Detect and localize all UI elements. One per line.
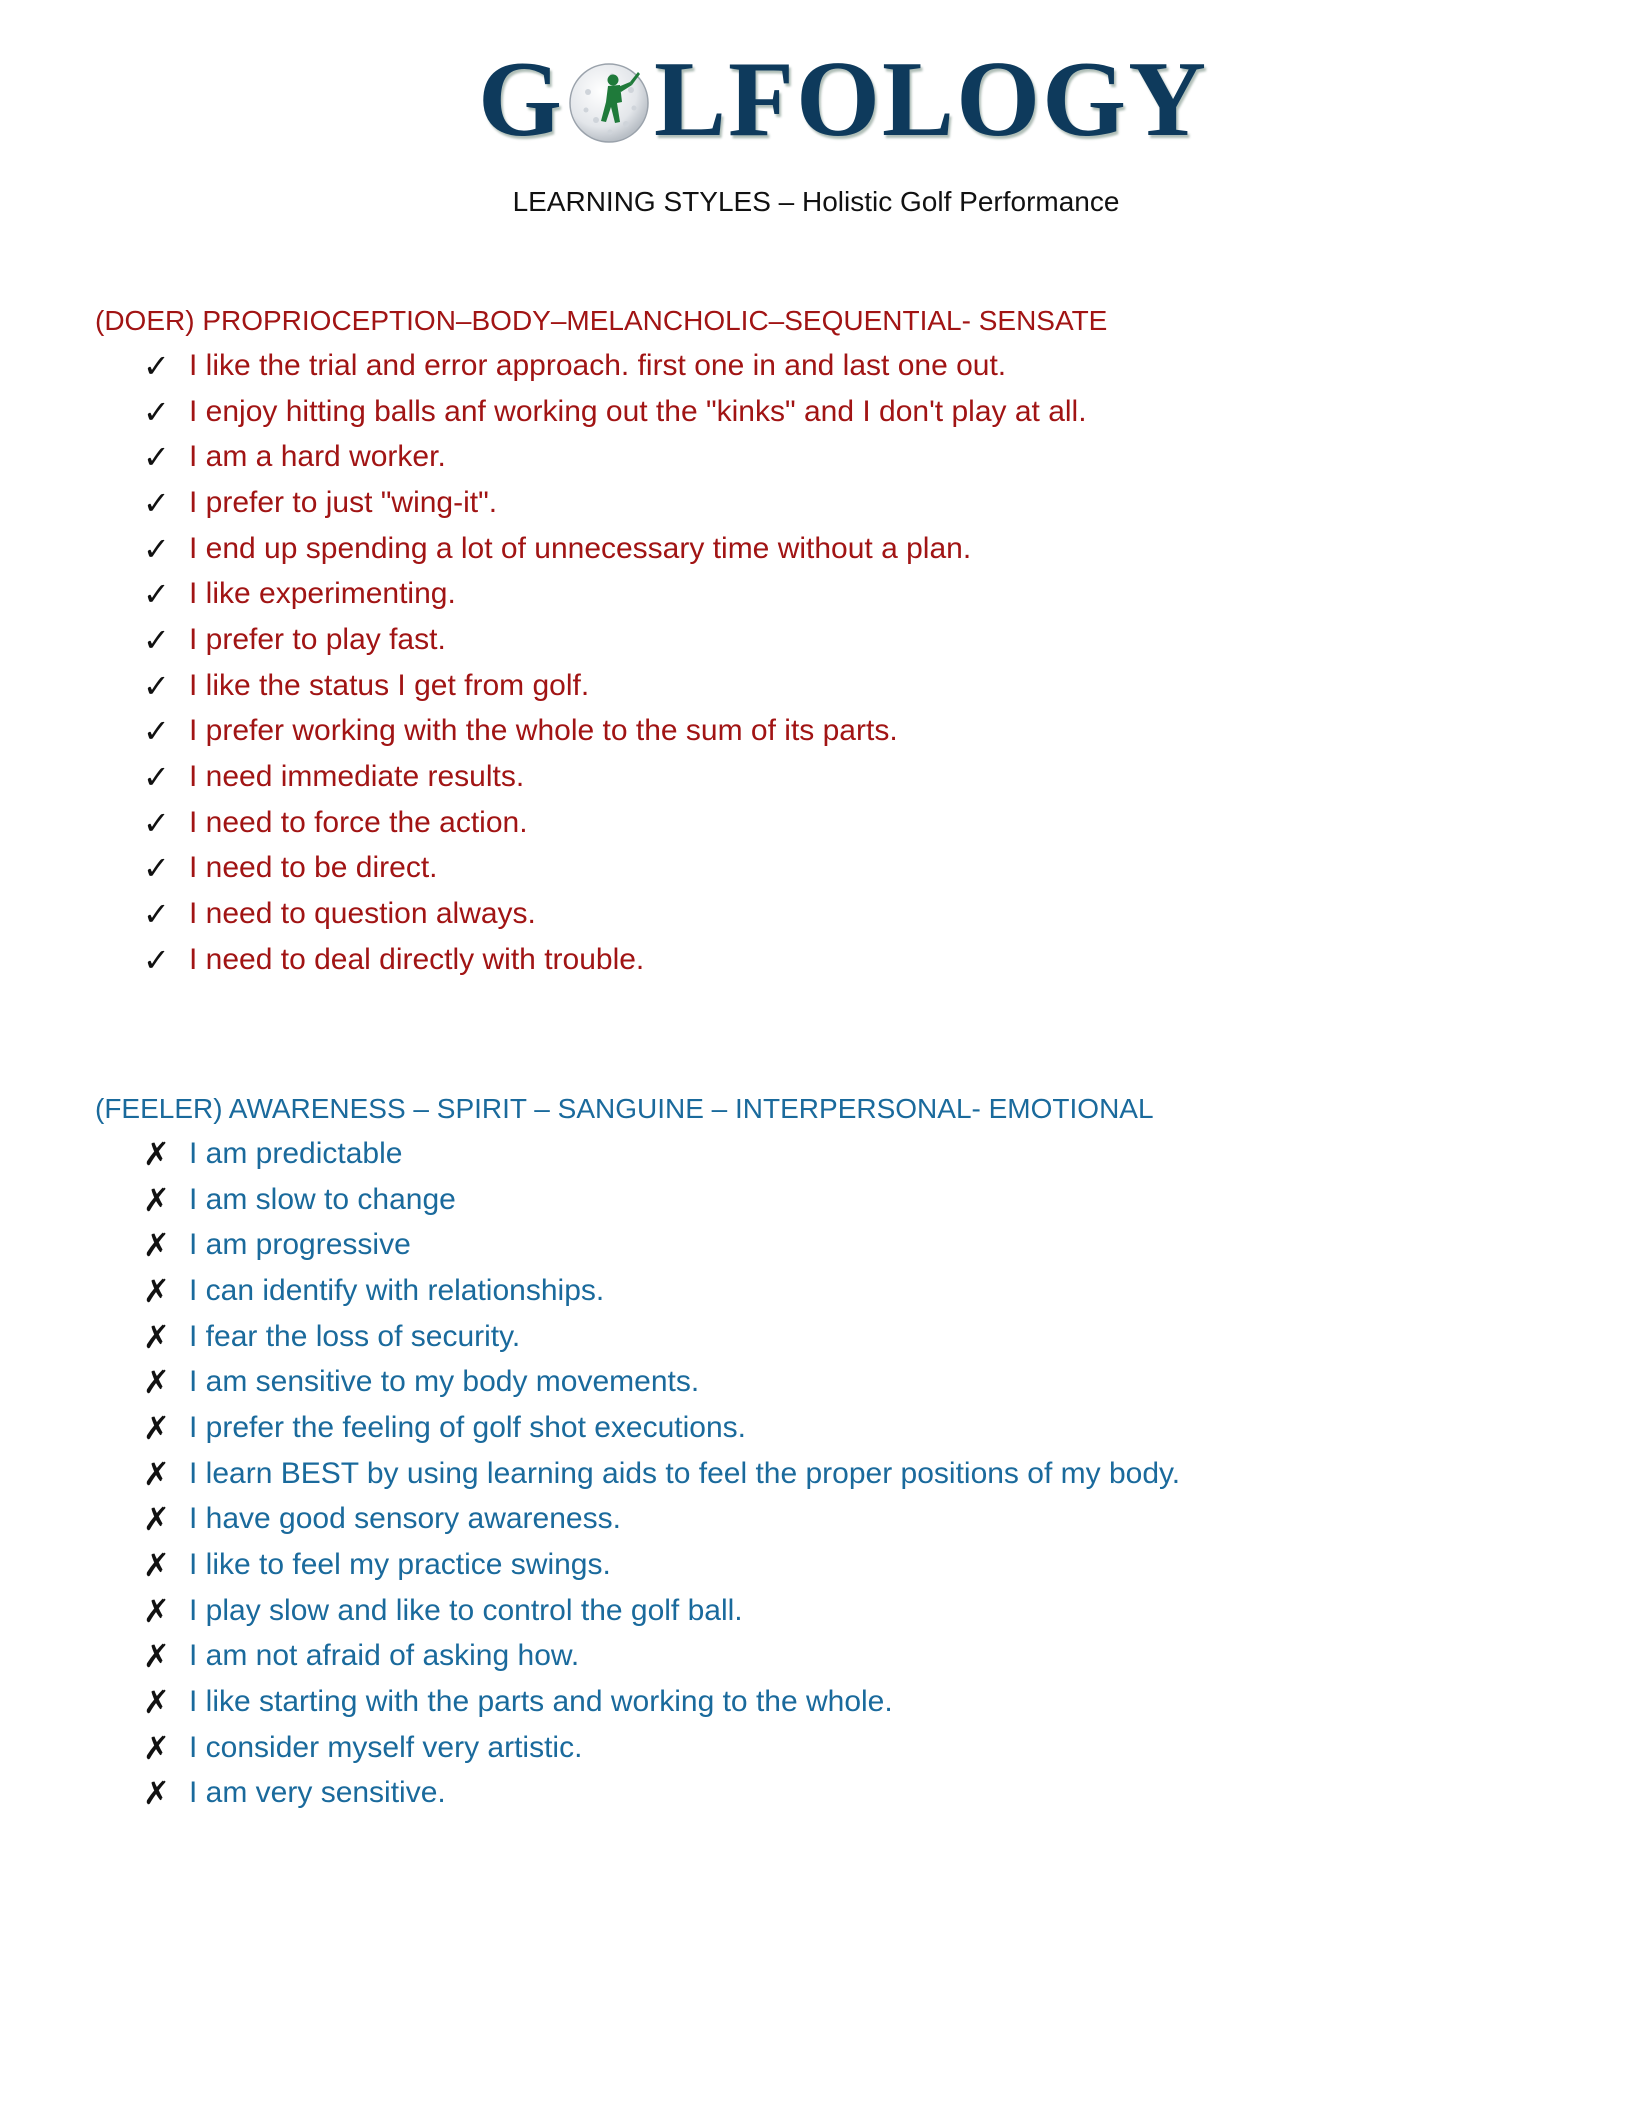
- list-item-text: I am progressive: [189, 1228, 411, 1262]
- list-item-text: I need to force the action.: [189, 805, 528, 839]
- x-mark-icon: ✗: [143, 1271, 170, 1310]
- list-item-text: I end up spending a lot of unnecessary time without a plan.: [189, 531, 972, 565]
- list-item-text: I like the trial and error approach. first one in and last one out.: [189, 348, 1007, 382]
- list-item-text: I learn BEST by using learning aids to feel the proper positions of my body.: [189, 1456, 1181, 1490]
- list-item-text: I am very sensitive.: [189, 1776, 446, 1810]
- logo-letter-g: G: [478, 40, 565, 159]
- list-item: [143, 1588, 1180, 1634]
- list-item: [143, 1451, 1180, 1497]
- x-mark-icon: ✗: [143, 1363, 170, 1402]
- list-item-text: I prefer to play fast.: [189, 622, 446, 656]
- page-subtitle: LEARNING STYLES – Holistic Golf Performance: [512, 186, 1120, 217]
- list-item-text: I can identify with relationships.: [189, 1273, 605, 1307]
- doer-list: [95, 343, 1107, 983]
- list-item: [143, 937, 1107, 983]
- list-item: [143, 800, 1107, 846]
- list-item-text: I like the status I get from golf.: [189, 668, 590, 702]
- feeler-section: [95, 1087, 1180, 1816]
- check-mark-icon: ✓: [143, 530, 170, 567]
- feeler-section-title: (FEELER) AWARENESS – SPIRIT – SANGUINE – INTERPERSONAL- EMOTIONAL: [95, 1093, 1154, 1124]
- x-mark-icon: ✗: [143, 1546, 170, 1585]
- list-item: [143, 526, 1107, 572]
- check-mark-icon: ✓: [143, 941, 170, 978]
- list-item-text: I need to deal directly with trouble.: [189, 942, 645, 976]
- x-mark-icon: ✗: [143, 1500, 170, 1539]
- list-item-text: I fear the loss of security.: [189, 1319, 521, 1353]
- list-item-text: I consider myself very artistic.: [189, 1730, 583, 1764]
- list-item: [143, 617, 1107, 663]
- check-mark-icon: ✓: [143, 484, 170, 521]
- x-mark-icon: ✗: [143, 1408, 170, 1447]
- x-mark-icon: ✗: [143, 1774, 170, 1813]
- check-mark-icon: ✓: [143, 439, 170, 476]
- check-mark-icon: ✓: [143, 621, 170, 658]
- x-mark-icon: ✗: [143, 1591, 170, 1630]
- check-mark-icon: ✓: [143, 576, 170, 613]
- logo-letters-lfology: LFOLOGY: [654, 40, 1209, 159]
- list-item: [143, 343, 1107, 389]
- list-item-text: I prefer to just "wing-it".: [189, 485, 498, 519]
- list-item: [143, 1497, 1180, 1543]
- list-item: [143, 480, 1107, 526]
- x-mark-icon: ✗: [143, 1454, 170, 1493]
- golfology-logo: [478, 40, 1209, 159]
- logo-wordmark: [478, 40, 1209, 159]
- x-mark-icon: ✗: [143, 1180, 170, 1219]
- check-mark-icon: ✓: [143, 759, 170, 796]
- list-item: [143, 434, 1107, 480]
- list-item-text: I am a hard worker.: [189, 440, 446, 474]
- list-item: [143, 891, 1107, 937]
- x-mark-icon: ✗: [143, 1728, 170, 1767]
- list-item: [143, 1405, 1180, 1451]
- list-item: [143, 1634, 1180, 1680]
- x-mark-icon: ✗: [143, 1637, 170, 1676]
- check-mark-icon: ✓: [143, 713, 170, 750]
- list-item-text: I enjoy hitting balls anf working out the "kinks" and I don't play at all.: [189, 394, 1087, 428]
- list-item: [143, 1359, 1180, 1405]
- list-item: [143, 1222, 1180, 1268]
- list-item: [143, 571, 1107, 617]
- list-item: [143, 1679, 1180, 1725]
- list-item-text: I play slow and like to control the golf ball.: [189, 1593, 743, 1627]
- list-item: [143, 1771, 1180, 1817]
- list-item: [143, 1131, 1180, 1177]
- list-item-text: I prefer the feeling of golf shot executions.: [189, 1410, 747, 1444]
- doer-section: [95, 299, 1107, 983]
- list-item: [143, 1314, 1180, 1360]
- list-item-text: I need to be direct.: [189, 851, 438, 885]
- check-mark-icon: ✓: [143, 393, 170, 430]
- list-item: [143, 1542, 1180, 1588]
- check-mark-icon: ✓: [143, 850, 170, 887]
- list-item-text: I need to question always.: [189, 897, 536, 931]
- list-item: [143, 754, 1107, 800]
- list-item-text: I prefer working with the whole to the sum of its parts.: [189, 714, 898, 748]
- list-item-text: I like experimenting.: [189, 577, 456, 611]
- golf-ball-with-golfer-icon: [568, 59, 650, 141]
- list-item-text: I am predictable: [189, 1136, 403, 1170]
- x-mark-icon: ✗: [143, 1226, 170, 1265]
- check-mark-icon: ✓: [143, 804, 170, 841]
- list-item-text: I like starting with the parts and working to the whole.: [189, 1685, 893, 1719]
- list-item: [143, 389, 1107, 435]
- x-mark-icon: ✗: [143, 1134, 170, 1173]
- doer-section-title: (DOER) PROPRIOCEPTION–BODY–MELANCHOLIC–SEQUENTIAL- SENSATE: [95, 305, 1108, 336]
- check-mark-icon: ✓: [143, 896, 170, 933]
- list-item: [143, 846, 1107, 892]
- check-mark-icon: ✓: [143, 347, 170, 384]
- check-mark-icon: ✓: [143, 667, 170, 704]
- list-item: [143, 663, 1107, 709]
- list-item: [143, 1177, 1180, 1223]
- list-item-text: I like to feel my practice swings.: [189, 1548, 611, 1582]
- list-item-text: I need immediate results.: [189, 760, 525, 794]
- feeler-list: [95, 1131, 1180, 1816]
- list-item: [143, 709, 1107, 755]
- list-item-text: I have good sensory awareness.: [189, 1502, 621, 1536]
- list-item-text: I am slow to change: [189, 1182, 456, 1216]
- list-item: [143, 1725, 1180, 1771]
- x-mark-icon: ✗: [143, 1317, 170, 1356]
- list-item-text: I am not afraid of asking how.: [189, 1639, 580, 1673]
- list-item: [143, 1268, 1180, 1314]
- list-item-text: I am sensitive to my body movements.: [189, 1365, 700, 1399]
- x-mark-icon: ✗: [143, 1683, 170, 1722]
